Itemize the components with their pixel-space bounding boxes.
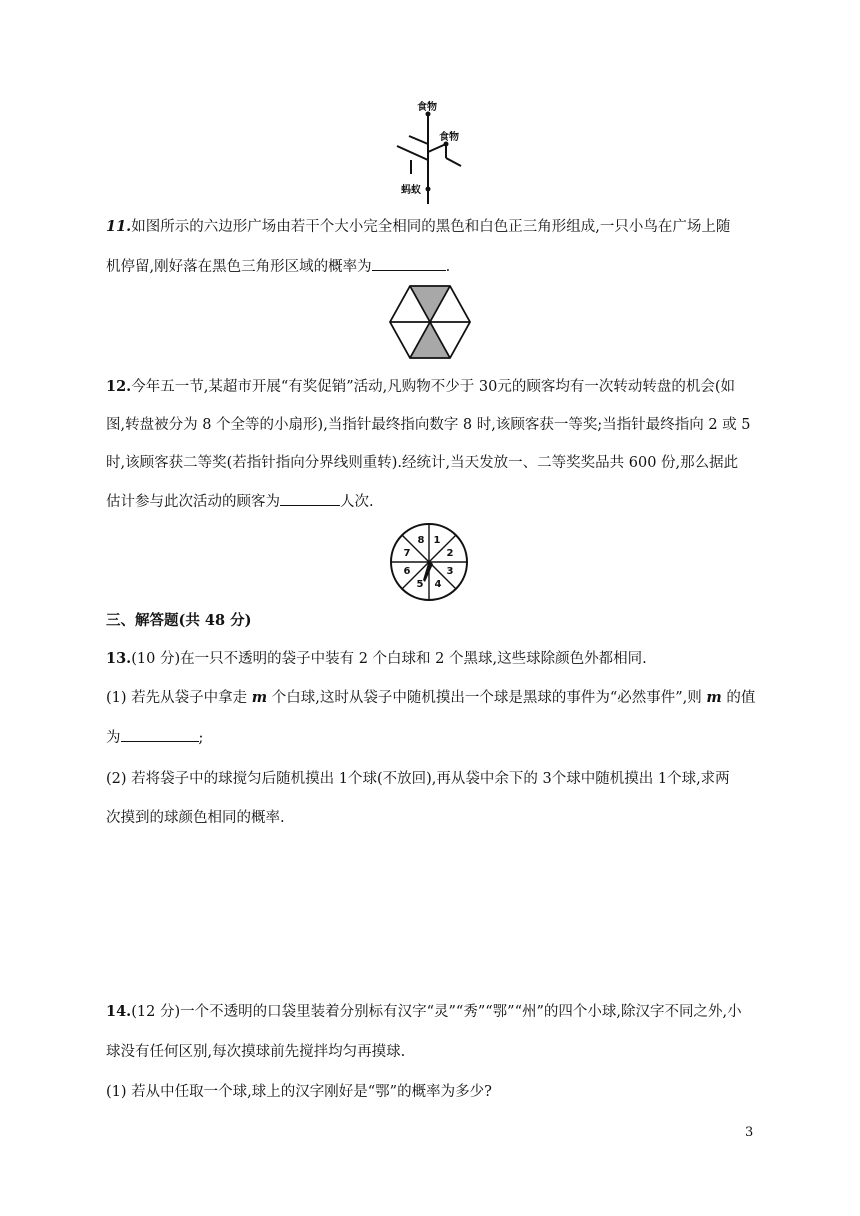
q13-p1-text-d: 为 [106, 730, 121, 746]
food-top-label: 食物 [417, 102, 437, 113]
q13-var-m: m [251, 689, 268, 706]
q14-part1 [106, 1082, 492, 1102]
spinner-label-3: 3 [446, 566, 454, 577]
spinner-label-6: 6 [403, 566, 411, 577]
q13-p1-text-a: (1) 若先从袋子中拿走 [106, 690, 252, 706]
q12-text-5: 人次. [340, 494, 374, 510]
spinner-label-8: 8 [417, 535, 425, 546]
section-3-heading: 三、解答题(共 48 分) [106, 612, 252, 629]
ant-food-tree-figure [385, 100, 475, 206]
q12-text-3: 时,该顾客获二等奖(若指针指向分界线则重转).经统计,当天发放一、二等奖奖品共 600 份,那么据此 [106, 455, 739, 471]
q11-line1 [106, 217, 730, 237]
q13-p1-text-b: 个白球,这时从袋子中随机摸出一个球是黑球的事件为“必然事件”,则 [267, 690, 707, 706]
q13-part2-line2 [106, 808, 285, 828]
q13-answer-blank[interactable] [121, 727, 199, 742]
q14-p1-text: (1) 若从中任取一个球,球上的汉字刚好是“鄂”的概率为多少? [106, 1084, 492, 1100]
q12-line3 [106, 453, 738, 473]
q14-text-1: (12 分)一个不透明的口袋里装着分别标有汉字“灵”“秀”“鄂”“州”的四个小球,除汉字不同之外,小 [131, 1004, 742, 1020]
spinner-label-2: 2 [446, 548, 454, 559]
hexagon-plaza-figure [385, 282, 475, 362]
q14-line1 [106, 1002, 742, 1022]
q13-stem [106, 649, 647, 669]
page-number: 3 [745, 1125, 754, 1140]
q12-line4 [106, 491, 374, 512]
spinner-figure [387, 520, 471, 604]
q14-line2 [106, 1042, 405, 1062]
spinner-label-4: 4 [434, 579, 442, 590]
spinner-label-7: 7 [403, 548, 411, 559]
q12-text-4: 估计参与此次活动的顾客为 [106, 494, 280, 510]
q12-line2 [106, 415, 751, 435]
q13-var-m-2: m [706, 689, 722, 706]
q12-number: 12. [106, 378, 132, 395]
q11-line2 [106, 256, 450, 277]
q11-number: 11. [106, 218, 132, 235]
q13-p1-text-e: ; [198, 730, 204, 746]
spinner-label-5: 5 [416, 579, 424, 590]
ant-point [426, 187, 431, 192]
q14-number: 14. [106, 1003, 132, 1020]
q13-part2-line1 [106, 769, 730, 789]
q12-text-2: 图,转盘被分为 8 个全等的小扇形),当指针最终指向数字 8 时,该顾客获一等奖;当指针最终指向 2 或 5 [106, 417, 751, 433]
q11-text-3: . [445, 259, 451, 275]
q13-p1-text-c: 的值 [721, 690, 756, 706]
q13-p2-text-2: 次摸到的球颜色相同的概率. [106, 810, 285, 826]
q11-answer-blank[interactable] [372, 256, 446, 271]
q13-part1-line2 [106, 727, 203, 748]
q13-stem-text: (10 分)在一只不透明的袋子中装有 2 个白球和 2 个黑球,这些球除颜色外都相同. [131, 651, 647, 667]
q13-number: 13. [106, 650, 132, 667]
black-triangle-top [410, 286, 450, 322]
spinner-label-1: 1 [433, 535, 441, 546]
q13-part1-line1 [106, 688, 755, 708]
food-right-label: 食物 [439, 132, 459, 143]
ant-label: 蚂蚁 [401, 185, 421, 196]
q12-text-1: 今年五一节,某超市开展“有奖促销”活动,凡购物不少于 30元的顾客均有一次转动转盘的机会(如 [131, 379, 735, 395]
q11-text-1: 如图所示的六边形广场由若干个大小完全相同的黑色和白色正三角形组成,一只小鸟在广场上随 [131, 219, 731, 235]
q14-text-2: 球没有任何区别,每次摸球前先搅拌均匀再摸球. [106, 1044, 406, 1060]
black-triangle-bottom [410, 322, 450, 358]
q12-line1 [106, 377, 735, 397]
q11-text-2: 机停留,刚好落在黑色三角形区域的概率为 [106, 259, 372, 275]
q13-p2-text-1: (2) 若将袋子中的球搅匀后随机摸出 1个球(不放回),再从袋中余下的 3个球中随机摸出 1个球,求两 [106, 771, 730, 787]
q12-answer-blank[interactable] [280, 491, 340, 506]
